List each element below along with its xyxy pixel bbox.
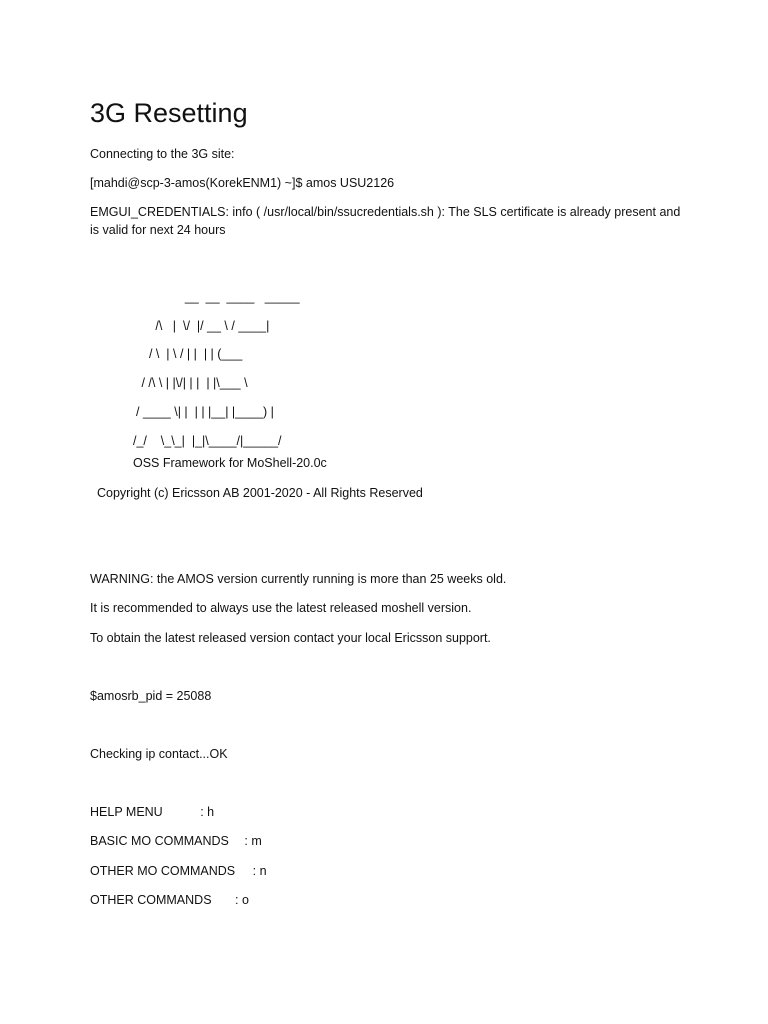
connecting-text: Connecting to the 3G site:: [90, 147, 235, 161]
menu-value: : o: [235, 893, 249, 907]
menu-row-other-commands: [90, 891, 249, 909]
menu-label: OTHER MO COMMANDS: [90, 864, 236, 878]
pid-text: $amosrb_pid = 25088: [90, 689, 212, 703]
warning-text: WARNING: the AMOS version currently running is more than 25 weeks old.: [90, 572, 507, 586]
copyright-text: Copyright (c) Ericsson AB 2001-2020 - All Rights Reserved: [97, 486, 423, 500]
command-line: [mahdi@scp-3-amos(KorekENM1) ~]$ amos USU2126: [90, 176, 395, 190]
menu-value: : n: [252, 864, 267, 878]
ascii-line: /\ | \/ |/ __ \ / ____|: [145, 318, 270, 333]
menu-row-other-mo: [90, 862, 267, 880]
ascii-line: / /\ \ | |\/| | | | |\___ \: [138, 376, 248, 391]
ascii-line: / \ | \ / | | | | (___: [142, 347, 243, 362]
menu-label: OTHER COMMANDS: [90, 893, 212, 907]
credentials-text: EMGUI_CREDENTIALS: info ( /usr/local/bin/ssucredentials.sh ): The SLS certificate is already present and is valid for next 24 hours: [90, 205, 681, 237]
ascii-line: __ __ ____ _____: [164, 290, 300, 304]
ascii-line: / ____ \| | | | |__| |____) |: [136, 404, 274, 419]
menu-row-help: [90, 803, 214, 821]
menu-value: : m: [244, 834, 262, 848]
checking-text: Checking ip contact...OK: [90, 747, 228, 761]
obtain-text: To obtain the latest released version contact your local Ericsson support.: [90, 631, 491, 645]
page-title: 3G Resetting: [90, 98, 248, 128]
menu-label: HELP MENU: [90, 805, 163, 819]
menu-row-basic-mo: [90, 832, 262, 850]
ascii-line: /_/ \_\_| |_|\____/|_____/: [133, 433, 282, 448]
menu-value: : h: [200, 805, 215, 819]
amos-ascii-banner: [132, 283, 300, 455]
menu-label: BASIC MO COMMANDS: [90, 834, 229, 848]
recommend-text: It is recommended to always use the latest released moshell version.: [90, 601, 472, 615]
framework-text: OSS Framework for MoShell-20.0c: [133, 456, 327, 470]
